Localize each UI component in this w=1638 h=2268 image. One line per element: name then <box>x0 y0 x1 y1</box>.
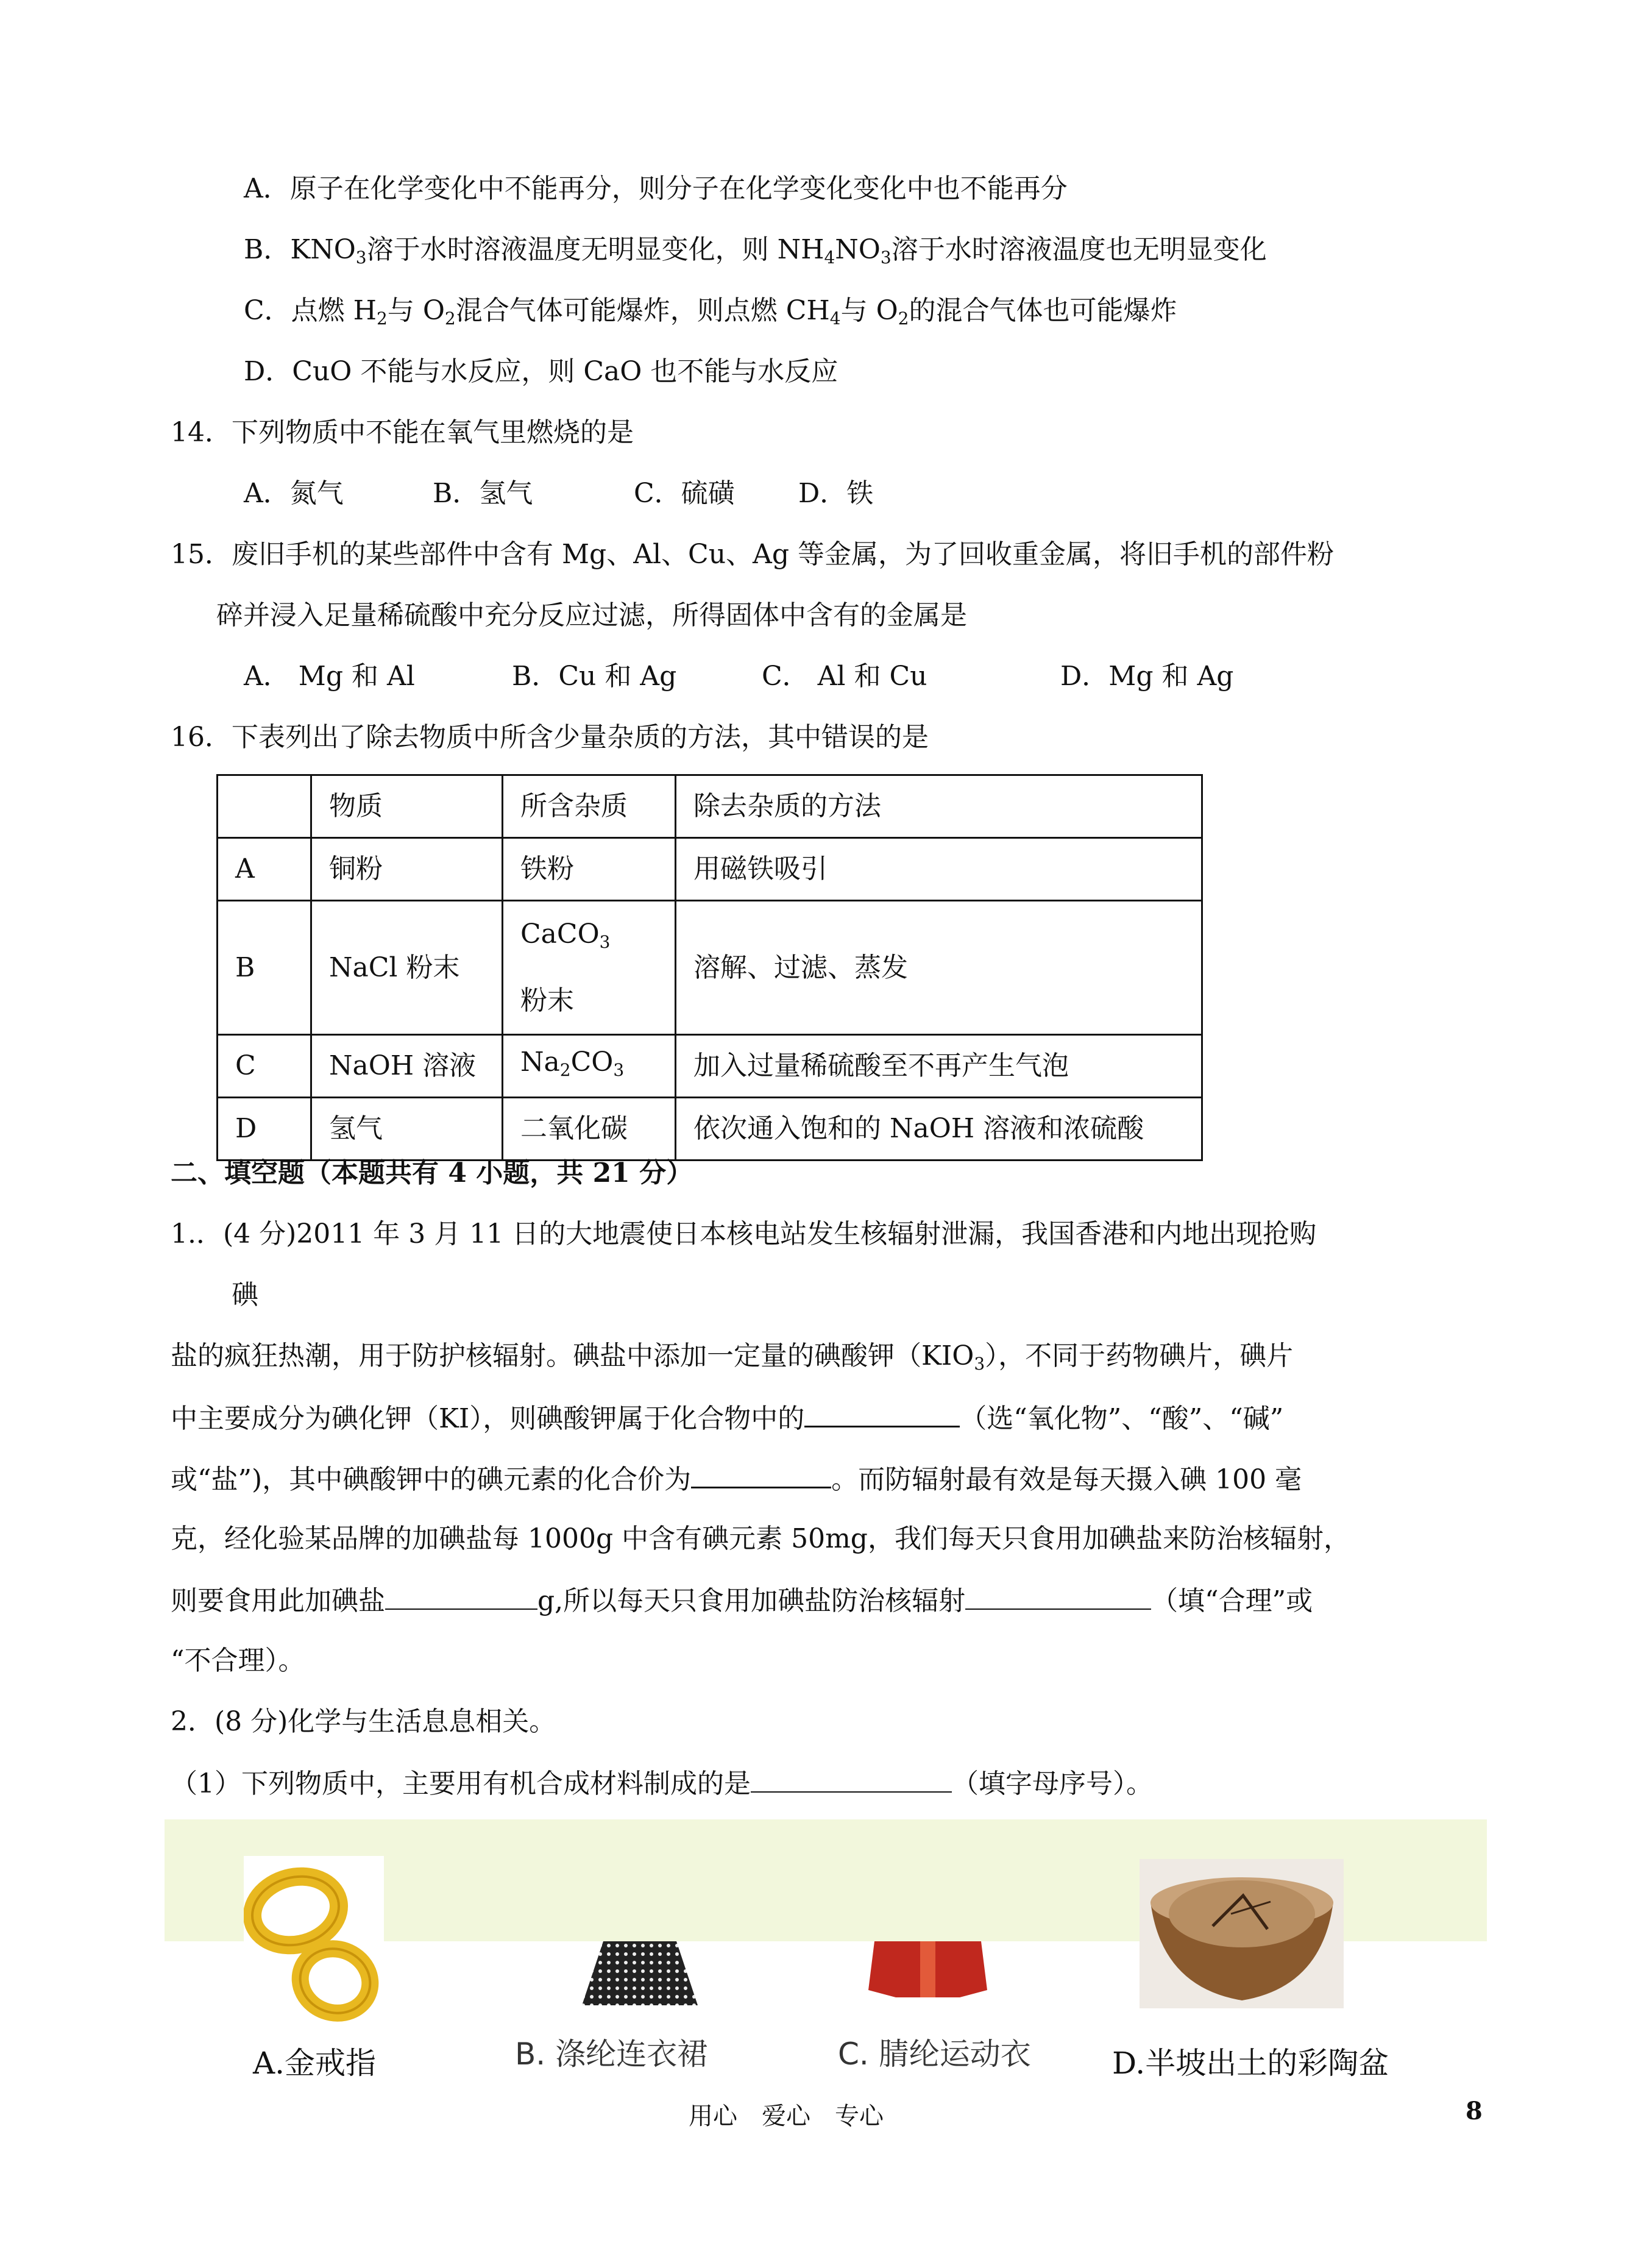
table-header-row <box>218 775 1202 838</box>
table-cell: B <box>218 901 311 1035</box>
fill1-line3: 盐的疯狂热潮，用于防护核辐射。碘盐中添加一定量的碘酸钾$(KIO_3)$，不同于药物碘片，碘片 <box>171 1340 1294 1374</box>
fill1-line5: 或“盐”)，其中碘酸钾中的碘元素的化合价为 。而防辐射最有效是每天摄入碘 100 毫 <box>171 1460 1302 1498</box>
table-cell: 溶解、过滤、蒸发 <box>676 901 1202 1035</box>
table-cell: 依次通入饱和的 NaOH 溶液和浓硫酸 <box>676 1098 1202 1161</box>
impurity-table <box>216 774 1203 1161</box>
table-cell: NaOH 溶液 <box>311 1035 503 1098</box>
q14-option-a: A．氮气 <box>244 478 344 509</box>
q15-option-a: A． Mg 和 Al <box>244 661 415 692</box>
table-row <box>218 838 1202 901</box>
jacket-image <box>862 1941 993 1999</box>
table-cell: 加入过量稀硫酸至不再产生气泡 <box>676 1035 1202 1098</box>
table-cell: A <box>218 838 311 901</box>
page-number: 8 <box>1466 2097 1483 2125</box>
table-header-cell: 物质 <box>311 775 503 838</box>
q15-stem-line1: 15．废旧手机的某些部件中含有 Mg、Al、Cu、Ag 等金属，为了回收重金属，将旧手机的部件粉 <box>171 539 1334 570</box>
q13-option-d: D．CuO 不能与水反应，则 CaO 也不能与水反应 <box>244 356 838 387</box>
q14-stem: 14．下列物质中不能在氧气里燃烧的是 <box>171 417 634 448</box>
table-header-cell: 所含杂质 <box>503 775 676 838</box>
table-cell: 铁粉 <box>503 838 676 901</box>
fill1-line7: 则要食用此加碘盐 g,所以每天只食用加碘盐防治核辐射 （填“合理”或 <box>171 1582 1313 1619</box>
footer-motto: 用心 爱心 专心 <box>689 2102 884 2130</box>
table-header-cell <box>218 775 311 838</box>
table-cell: CaCO$_3$ 粉末 <box>503 901 676 1035</box>
q15-option-c: C． Al 和 Cu <box>762 661 927 692</box>
pottery-bowl-image <box>1140 1859 1344 2008</box>
table-cell: $Na_2CO_3$ <box>503 1035 676 1098</box>
fill1-line2: 碘 <box>232 1279 258 1310</box>
caption-b: B. 涤纶连衣裙 <box>515 2036 708 2072</box>
answer-blank[interactable] <box>965 1582 1151 1610</box>
caption-a: A.金戒指 <box>253 2046 377 2081</box>
table-header-cell: 除去杂质的方法 <box>676 775 1202 838</box>
q15-stem-line2: 碎并浸入足量稀硫酸中充分反应过滤，所得固体中含有的金属是 <box>216 600 967 631</box>
answer-blank[interactable] <box>751 1765 952 1793</box>
fill1-line4: 中主要成分为碘化钾（KI），则碘酸钾属于化合物中的 （选“氧化物”、“酸”、“碱” <box>171 1399 1283 1437</box>
q14-option-b: B．氢气 <box>433 478 533 509</box>
fill2-line1: 2．(8 分)化学与生活息息相关。 <box>171 1706 556 1737</box>
table-row <box>218 1035 1202 1098</box>
fill2-line2: （1）下列物质中，主要用有机合成材料制成的是 （填字母序号）。 <box>171 1765 1153 1802</box>
table-cell: 氢气 <box>311 1098 503 1161</box>
section-title: 二、填空题（本题共有 4 小题，共 21 分） <box>171 1157 693 1189</box>
fill1-line1: 1.．(4 分)2011 年 3 月 11 日的大地震使日本核电站发生核辐射泄漏，我国香港和内地出现抢购 <box>171 1218 1317 1250</box>
q16-stem: 16．下表列出了除去物质中所含少量杂质的方法，其中错误的是 <box>171 722 929 753</box>
table-row <box>218 901 1202 1035</box>
q13-option-b: B．$KNO_3$溶于水时溶液温度无明显变化，则 $NH_4NO_3$溶于水时溶液温度也无明显变化 <box>244 234 1267 268</box>
gold-rings-image <box>244 1856 384 2033</box>
answer-blank[interactable] <box>691 1460 831 1488</box>
table-row <box>218 1098 1202 1161</box>
fill1-line8: “不合理）。 <box>171 1645 305 1676</box>
q15-option-b: B．Cu 和 Ag <box>512 661 677 692</box>
fill1-line6: 克，经化验某品牌的加碘盐每 1000g 中含有碘元素 50mg，我们每天只食用加碘盐来防治核辐射， <box>171 1523 1350 1554</box>
q14-option-c: C．硫磺 <box>634 478 735 509</box>
q13-option-c: C．点燃 $H_2$与 $O_2$混合气体可能爆炸，则点燃 $CH_4$与 $O_2$的混合气体也可能爆炸 <box>244 295 1177 329</box>
table-cell: 铜粉 <box>311 838 503 901</box>
q13-option-a: A．原子在化学变化中不能再分，则分子在化学变化变化中也不能再分 <box>244 173 1068 204</box>
table-cell: D <box>218 1098 311 1161</box>
caption-c: C. 腈纶运动衣 <box>838 2036 1031 2072</box>
table-cell: 二氧化碳 <box>503 1098 676 1161</box>
answer-blank[interactable] <box>804 1399 960 1427</box>
q14-option-d: D．铁 <box>798 478 874 509</box>
table-cell: NaCl 粉末 <box>311 901 503 1035</box>
caption-d: D.半坡出土的彩陶盆 <box>1112 2046 1389 2081</box>
table-cell: C <box>218 1035 311 1098</box>
table-cell: 用磁铁吸引 <box>676 838 1202 901</box>
q15-option-d: D．Mg 和 Ag <box>1060 661 1234 692</box>
answer-blank[interactable] <box>385 1582 537 1610</box>
dress-image <box>579 1941 701 2008</box>
